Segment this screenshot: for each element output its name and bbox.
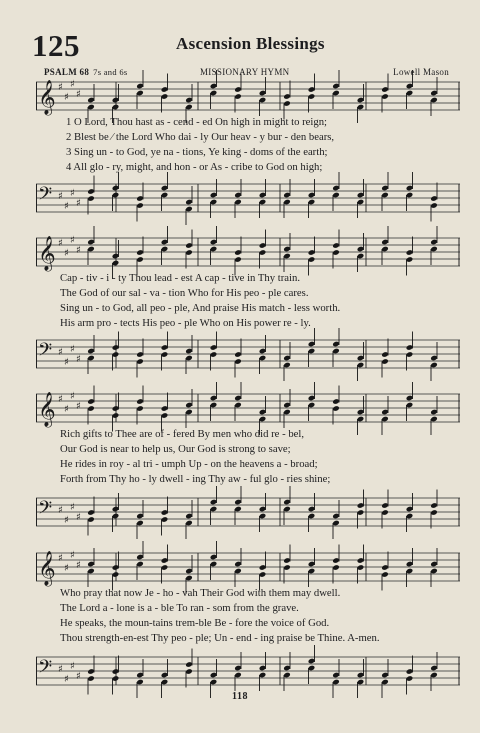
- note-icon: [283, 342, 291, 381]
- lyric-line: The Lord a - lone is a - ble To ran - som from the grave.: [60, 602, 299, 614]
- sharp-icon: ♯: [58, 238, 63, 249]
- note-icon: [406, 237, 414, 276]
- treble-staff: [36, 235, 460, 271]
- sharp-icon: ♯: [76, 198, 81, 209]
- psalm-label: PSALM 68: [44, 67, 90, 77]
- treble-staff: [36, 550, 460, 586]
- sharp-icon: ♯: [58, 394, 63, 405]
- sharp-icon: ♯: [70, 661, 75, 672]
- note-icon: [87, 497, 95, 536]
- sharp-icon: ♯: [64, 248, 69, 259]
- sharp-icon: ♯: [70, 188, 75, 199]
- sharp-icon: ♯: [64, 563, 69, 574]
- note-icon: [161, 74, 169, 113]
- sharp-icon: ♯: [76, 401, 81, 412]
- lyric-line: Sing un - to God, all peo - ple, And praise His match - less worth.: [60, 302, 341, 314]
- note-icon: [161, 545, 169, 584]
- note-icon: [259, 552, 267, 591]
- note-icon: [430, 342, 438, 381]
- note-icon: [87, 386, 95, 425]
- note-icon: [332, 545, 340, 584]
- bass-clef-icon: 𝄢: [38, 340, 53, 365]
- note-icon: [332, 386, 340, 425]
- treble-staff: [36, 79, 460, 115]
- note-icon: [136, 183, 144, 222]
- lyric-line: Who pray that now Je - ho - vah Their God with them may dwell.: [60, 587, 341, 599]
- note-icon: [283, 81, 291, 120]
- note-icon: [332, 230, 340, 269]
- note-icon: [283, 545, 291, 584]
- note-icon: [406, 332, 414, 371]
- sharp-icon: ♯: [64, 674, 69, 685]
- page-number: 118: [232, 691, 248, 702]
- note-icon: [406, 656, 414, 695]
- composer: Lowell Mason: [393, 67, 449, 77]
- note-icon: [430, 490, 438, 529]
- note-icon: [112, 656, 120, 695]
- note-icon: [357, 545, 365, 584]
- sharp-icon: ♯: [76, 245, 81, 256]
- note-icon: [112, 393, 120, 432]
- sharp-icon: ♯: [58, 664, 63, 675]
- note-icon: [381, 74, 389, 113]
- lyric-line: He rides in roy - al tri - umph Up - on the heavens a - broad;: [60, 458, 318, 470]
- lyric-line: Rich gifts to Thee are of - fered By men who did re - bel,: [60, 428, 305, 440]
- sharp-icon: ♯: [58, 82, 63, 93]
- note-icon: [87, 176, 95, 215]
- sharp-icon: ♯: [64, 201, 69, 212]
- note-icon: [185, 649, 193, 688]
- lyric-line: 3 Sing un - to God, ye na - tions, Ye king - doms of the earth;: [66, 146, 328, 158]
- sharp-icon: ♯: [64, 404, 69, 415]
- bass-staff: [36, 182, 460, 214]
- note-icon: [210, 332, 218, 371]
- bass-clef-icon: 𝄢: [38, 184, 53, 209]
- bass-staff: [36, 496, 460, 528]
- sharp-icon: ♯: [70, 235, 75, 246]
- sharp-icon: ♯: [70, 344, 75, 355]
- lyric-line: His arm pro - tects His peo - ple Who on His power re - ly.: [60, 317, 311, 329]
- hymn-title: Ascension Blessings: [176, 34, 325, 53]
- lyric-line: Our God is near to help us, Our God is strong to save;: [60, 443, 291, 455]
- treble-clef-icon: 𝄞: [38, 80, 56, 115]
- note-icon: [161, 497, 169, 536]
- treble-clef-icon: 𝄞: [38, 392, 56, 427]
- note-icon: [185, 500, 193, 539]
- note-icon: [112, 552, 120, 591]
- note-icon: [381, 552, 389, 591]
- note-icon: [430, 183, 438, 222]
- sharp-icon: ♯: [64, 92, 69, 103]
- lyric-line: 4 All glo - ry, might, and hon - or As - cribe to God on high;: [66, 161, 323, 173]
- note-icon: [234, 339, 242, 378]
- bass-staff: [36, 655, 460, 687]
- sharp-icon: ♯: [76, 512, 81, 523]
- note-icon: [161, 393, 169, 432]
- sharp-icon: ♯: [58, 553, 63, 564]
- note-icon: [357, 342, 365, 381]
- meter: 7s and 6s: [93, 67, 128, 77]
- lyric-line: Thou strength-en-est Thy peo - ple; Un - end - ing praise be Thine. A-men.: [60, 632, 380, 644]
- note-icon: [381, 490, 389, 529]
- bass-clef-icon: 𝄢: [38, 657, 53, 682]
- bass-staff: [36, 338, 460, 370]
- treble-clef-icon: 𝄞: [38, 551, 56, 586]
- sharp-icon: ♯: [58, 347, 63, 358]
- note-icon: [381, 339, 389, 378]
- sharp-icon: ♯: [70, 502, 75, 513]
- treble-clef-icon: 𝄞: [38, 236, 56, 271]
- sharp-icon: ♯: [58, 505, 63, 516]
- sharp-icon: ♯: [70, 79, 75, 90]
- lyric-line: He speaks, the moun-tains trem-ble Be - fore the voice of God.: [60, 617, 330, 629]
- sharp-icon: ♯: [70, 550, 75, 561]
- treble-staff: [36, 391, 460, 427]
- note-icon: [136, 339, 144, 378]
- note-icon: [136, 386, 144, 425]
- note-icon: [332, 500, 340, 539]
- sharp-icon: ♯: [70, 391, 75, 402]
- note-icon: [112, 332, 120, 371]
- psalm-reference: [44, 67, 128, 77]
- sharp-icon: ♯: [76, 671, 81, 682]
- sharp-icon: ♯: [58, 191, 63, 202]
- note-icon: [259, 230, 267, 269]
- lyric-line: Cap - tiv - i - ty Thou lead - est A cap - tive in Thy train.: [60, 272, 301, 284]
- note-icon: [136, 237, 144, 276]
- lyric-line: 2 Blest be ∕ the Lord Who dai - ly Our heav - y bur - den bears,: [66, 131, 335, 143]
- sharp-icon: ♯: [76, 560, 81, 571]
- note-icon: [87, 656, 95, 695]
- note-icon: [136, 500, 144, 539]
- note-icon: [185, 230, 193, 269]
- hymn-number: 125: [32, 28, 80, 63]
- bass-clef-icon: 𝄢: [38, 498, 53, 523]
- note-icon: [308, 237, 316, 276]
- note-icon: [234, 237, 242, 276]
- note-icon: [357, 490, 365, 529]
- note-icon: [308, 74, 316, 113]
- sharp-icon: ♯: [64, 357, 69, 368]
- note-icon: [185, 186, 193, 225]
- note-icon: [234, 74, 242, 113]
- sharp-icon: ♯: [76, 89, 81, 100]
- sharp-icon: ♯: [76, 354, 81, 365]
- lyric-line: The God of our sal - va - tion Who for His peo - ple cares.: [60, 287, 309, 299]
- sharp-icon: ♯: [64, 515, 69, 526]
- note-icon: [161, 332, 169, 371]
- lyric-line: 1 O Lord, Thou hast as - cend - ed On high in might to reign;: [66, 116, 328, 128]
- tune-name: MISSIONARY HYMN: [200, 67, 290, 77]
- lyric-line: Forth from Thy ho - ly dwell - ing Thy aw - ful glo - ries shine;: [60, 473, 331, 485]
